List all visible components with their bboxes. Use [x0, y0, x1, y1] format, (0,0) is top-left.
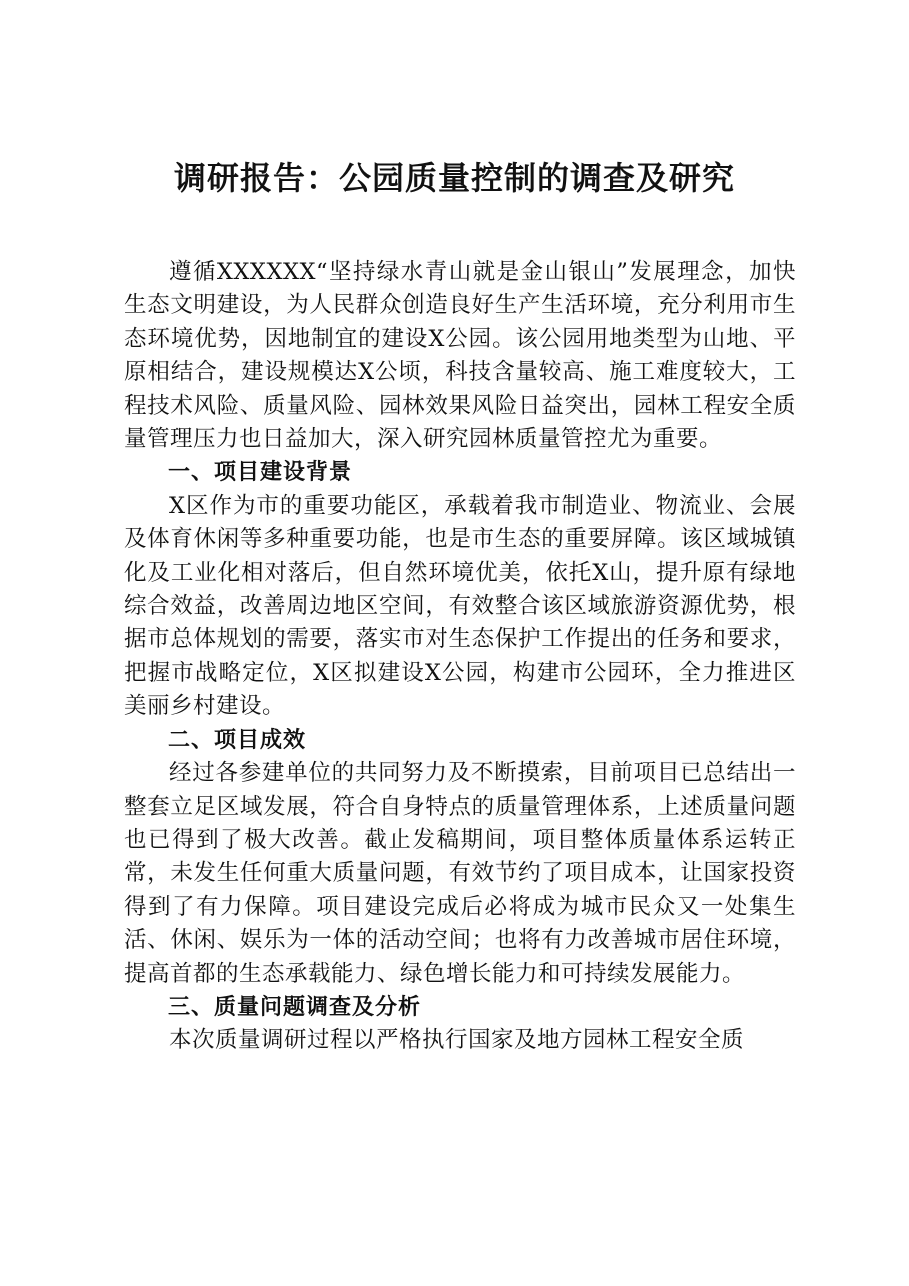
section-paragraph-quality-analysis: 本次质量调研过程以严格执行国家及地方园林工程安全质 — [169, 1027, 745, 1054]
document-title: 调研报告：公园质量控制的调查及研究 — [173, 159, 735, 197]
section-heading-background: 一、项目建设背景 — [168, 460, 353, 486]
intro-paragraph: 遵循XXXXXX“坚持绿水青山就是金山银山”发展理念，加快生态文明建设，为人民群众创造良好生产生活环境，充分利用市生态环境优势，因地制宜的建设X公园。该公园用地类型为山地、平原相结合，建设规模达X公顷，科技含量较高、施工难度较大，工程技术风险、质量风险、园林效果风险日益突出，园林工程安全质量管理压力也日益加大，深入研究园林质量管控尤为重要。 — [124, 259, 796, 453]
section-heading-results: 二、项目成效 — [168, 727, 307, 753]
section-paragraph-results: 经过各参建单位的共同努力及不断摸索，目前项目已总结出一整套立足区域发展，符合自身特点的质量管理体系，上述质量问题也已得到了极大改善。截止发稿期间，项目整体质量体系运转正常，未发生任何重大质量问题，有效节约了项目成本，让国家投资得到了有力保障。项目建设完成后必将成为城市民众又一处集生活、休闲、娱乐为一体的活动空间；也将有力改善城市居住环境，提高首都的生态承载能力、绿色增长能力和可持续发展能力。 — [124, 760, 796, 987]
section-paragraph-background: X区作为市的重要功能区，承载着我市制造业、物流业、会展及体育休闲等多种重要功能，也是市生态的重要屏障。该区域城镇化及工业化相对落后，但自然环境优美，依托X山，提升原有绿地综合效益，改善周边地区空间，有效整合该区域旅游资源优势，根据市总体规划的需要，落实市对生态保护工作提出的任务和要求，把握市战略定位，X区拟建设X公园，构建市公园环，全力推进区美丽乡村建设。 — [124, 492, 796, 720]
document-body — [124, 256, 796, 1058]
section-heading-quality-analysis: 三、质量问题调查及分析 — [168, 994, 422, 1020]
